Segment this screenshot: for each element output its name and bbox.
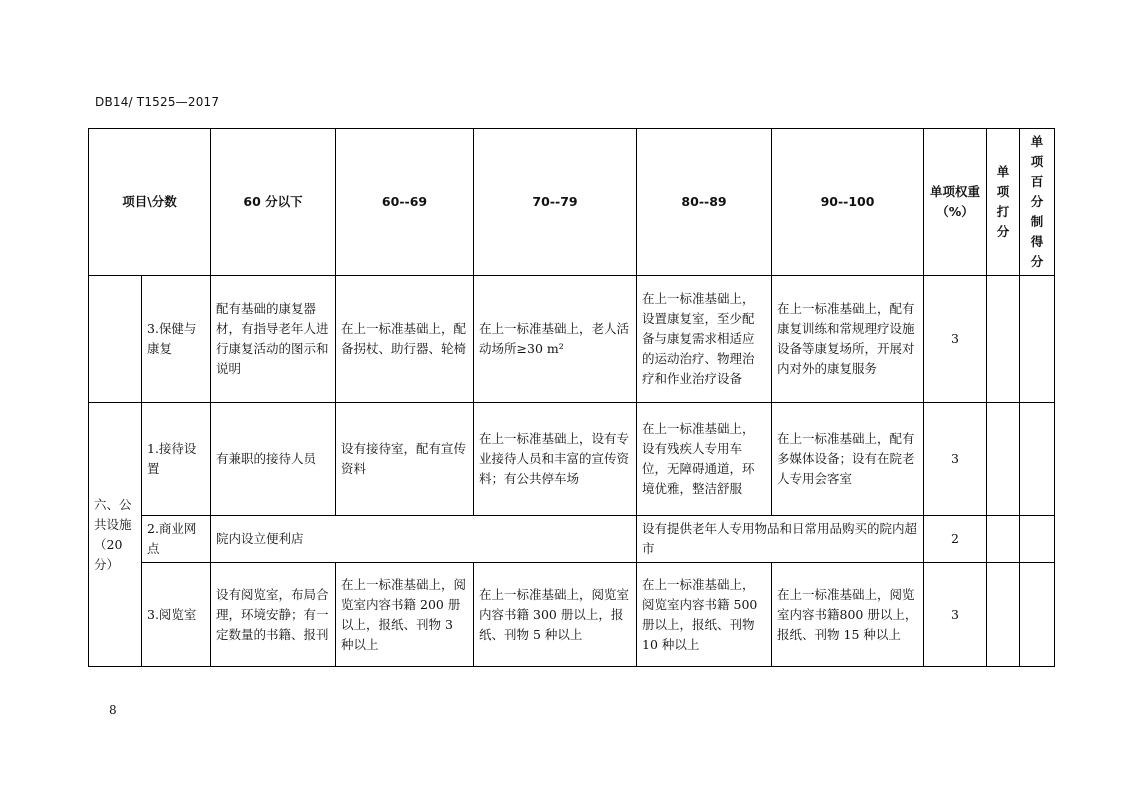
row-name: 2.商业网点 <box>142 516 211 563</box>
cell-60-69: 在上一标准基础上，配备拐杖、助行器、轮椅 <box>336 276 474 403</box>
row-name: 1.接待设置 <box>142 403 211 516</box>
blank-section-cell <box>89 276 142 403</box>
cell-70-79: 在上一标准基础上，设有专业接待人员和丰富的宣传资料；有公共停车场 <box>474 403 637 516</box>
cell-score-blank <box>987 516 1020 563</box>
cell-70-79: 在上一标准基础上，老人活动场所≥30 m² <box>474 276 637 403</box>
cell-below-60: 配有基础的康复器材，有指导老年人进行康复活动的图示和说明 <box>211 276 336 403</box>
cell-80-89: 在上一标准基础上，设有残疾人专用车位，无障碍通道，环境优雅，整洁舒服 <box>637 403 772 516</box>
cell-weight: 3 <box>924 276 987 403</box>
cell-score-blank <box>987 276 1020 403</box>
table-row <box>89 516 1055 563</box>
header-item-score-given <box>987 129 1020 276</box>
cell-weight: 3 <box>924 403 987 516</box>
row-name: 3.阅览室 <box>142 563 211 667</box>
document-code: DB14/ T1525—2017 <box>95 95 220 109</box>
header-item-score: 项目\分数 <box>89 129 211 276</box>
cell-60-69: 设有接待室，配有宣传资料 <box>336 403 474 516</box>
cell-percent-blank <box>1020 403 1055 516</box>
cell-90-100: 在上一标准基础上，阅览室内容书籍800 册以上，报纸、刊物 15 种以上 <box>772 563 924 667</box>
cell-90-100: 在上一标准基础上，配有多媒体设备；设有在院老人专用会客室 <box>772 403 924 516</box>
cell-percent-blank <box>1020 563 1055 667</box>
cell-percent-blank <box>1020 516 1055 563</box>
row-name: 3.保健与康复 <box>142 276 211 403</box>
page-number: 8 <box>109 703 117 717</box>
cell-percent-blank <box>1020 276 1055 403</box>
header-item-score-given-text: 单项打分 <box>996 164 1010 239</box>
table-row <box>89 403 1055 516</box>
cell-90-100: 在上一标准基础上，配有康复训练和常规理疗设施设备等康复场所，开展对内对外的康复服务 <box>772 276 924 403</box>
header-70-79: 70--79 <box>474 129 637 276</box>
cell-weight: 2 <box>924 516 987 563</box>
cell-70-79: 在上一标准基础上，阅览室内容书籍 300 册以上，报纸、刊物 5 种以上 <box>474 563 637 667</box>
header-weight: 单项权重（%） <box>924 129 987 276</box>
header-item-percent-text: 单项百分制得分 <box>1030 134 1044 269</box>
header-60-69: 60--69 <box>336 129 474 276</box>
cell-score-blank <box>987 563 1020 667</box>
cell-score-blank <box>987 403 1020 516</box>
header-80-89: 80--89 <box>637 129 772 276</box>
table-row <box>89 563 1055 667</box>
table-row <box>89 276 1055 403</box>
header-below-60: 60 分以下 <box>211 129 336 276</box>
table-header-row <box>89 129 1055 276</box>
cell-80-89: 在上一标准基础上，设置康复室，至少配备与康复需求相适应的运动治疗、物理治疗和作业治疗设备 <box>637 276 772 403</box>
header-90-100: 90--100 <box>772 129 924 276</box>
scoring-table <box>88 128 1055 667</box>
header-item-percent <box>1020 129 1055 276</box>
cell-merged-right: 设有提供老年人专用物品和日常用品购买的院内超市 <box>637 516 924 563</box>
cell-60-69: 在上一标准基础上，阅览室内容书籍 200 册以上，报纸、刊物 3 种以上 <box>336 563 474 667</box>
cell-below-60: 设有阅览室，布局合理，环境安静；有一定数量的书籍、报刊 <box>211 563 336 667</box>
cell-below-60: 有兼职的接待人员 <box>211 403 336 516</box>
cell-80-89: 在上一标准基础上，阅览室内容书籍 500 册以上，报纸、刊物 10 种以上 <box>637 563 772 667</box>
cell-weight: 3 <box>924 563 987 667</box>
section-label: 六、公共设施（20分） <box>89 403 142 667</box>
cell-merged-left: 院内设立便利店 <box>211 516 637 563</box>
